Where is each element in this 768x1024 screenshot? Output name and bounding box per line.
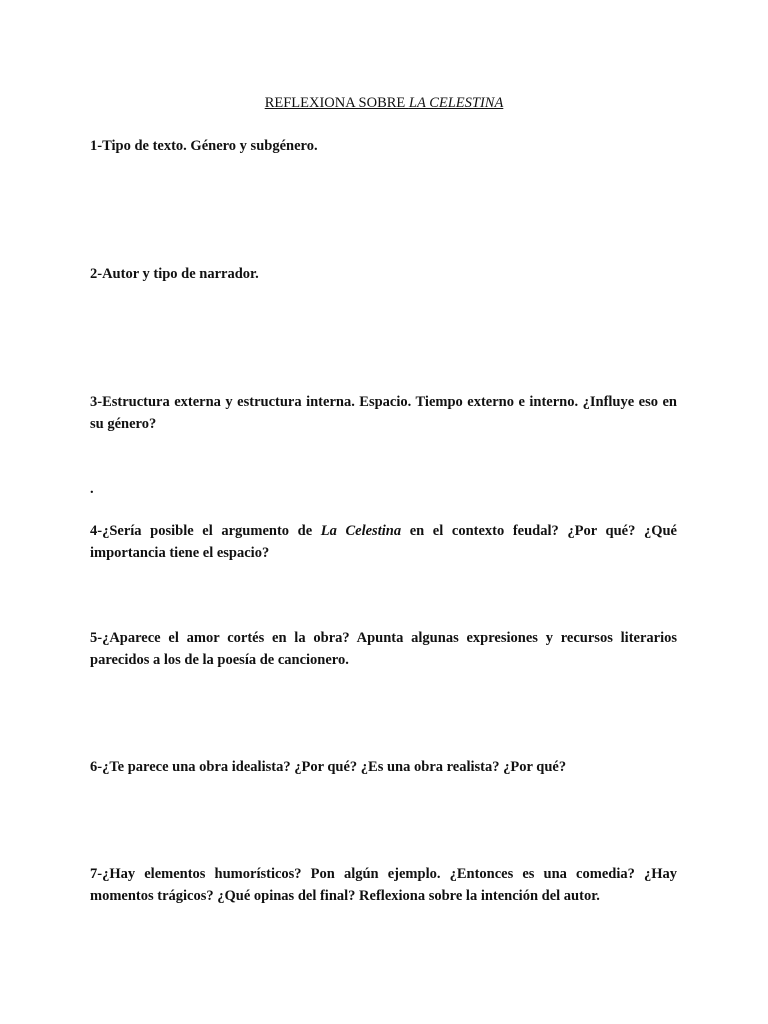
stray-period: . bbox=[90, 481, 94, 497]
question-4-after: en el contexto feudal? ¿Por qué? ¿Qué importancia tiene el espacio? bbox=[90, 523, 677, 561]
question-6: 6-¿Te parece una obra idealista? ¿Por qué? ¿Es una obra realista? ¿Por qué? bbox=[90, 759, 567, 775]
question-1: 1-Tipo de texto. Género y subgénero. bbox=[90, 138, 318, 154]
question-4-before: 4-¿Sería posible el argumento de bbox=[90, 523, 321, 539]
question-4-work-name: La Celestina bbox=[320, 523, 402, 539]
title-work-name: LA CELESTINA bbox=[408, 95, 504, 111]
question-5: 5-¿Aparece el amor cortés en la obra? Apunta algunas expresiones y recursos literarios parecidos a los de la poesía de cancionero. bbox=[90, 630, 677, 668]
question-2: 2-Autor y tipo de narrador. bbox=[90, 266, 259, 282]
question-7: 7-¿Hay elementos humorísticos? Pon algún ejemplo. ¿Entonces es una comedia? ¿Hay momentos trágicos? ¿Qué opinas del final? Reflexiona sobre la intención del autor. bbox=[90, 866, 677, 904]
title-text: REFLEXIONA SOBRE bbox=[264, 95, 409, 111]
document-title bbox=[0, 93, 768, 113]
question-3: 3-Estructura externa y estructura interna. Espacio. Tiempo externo e interno. ¿Influye eso en su género? bbox=[90, 394, 677, 432]
question-4 bbox=[90, 520, 677, 564]
